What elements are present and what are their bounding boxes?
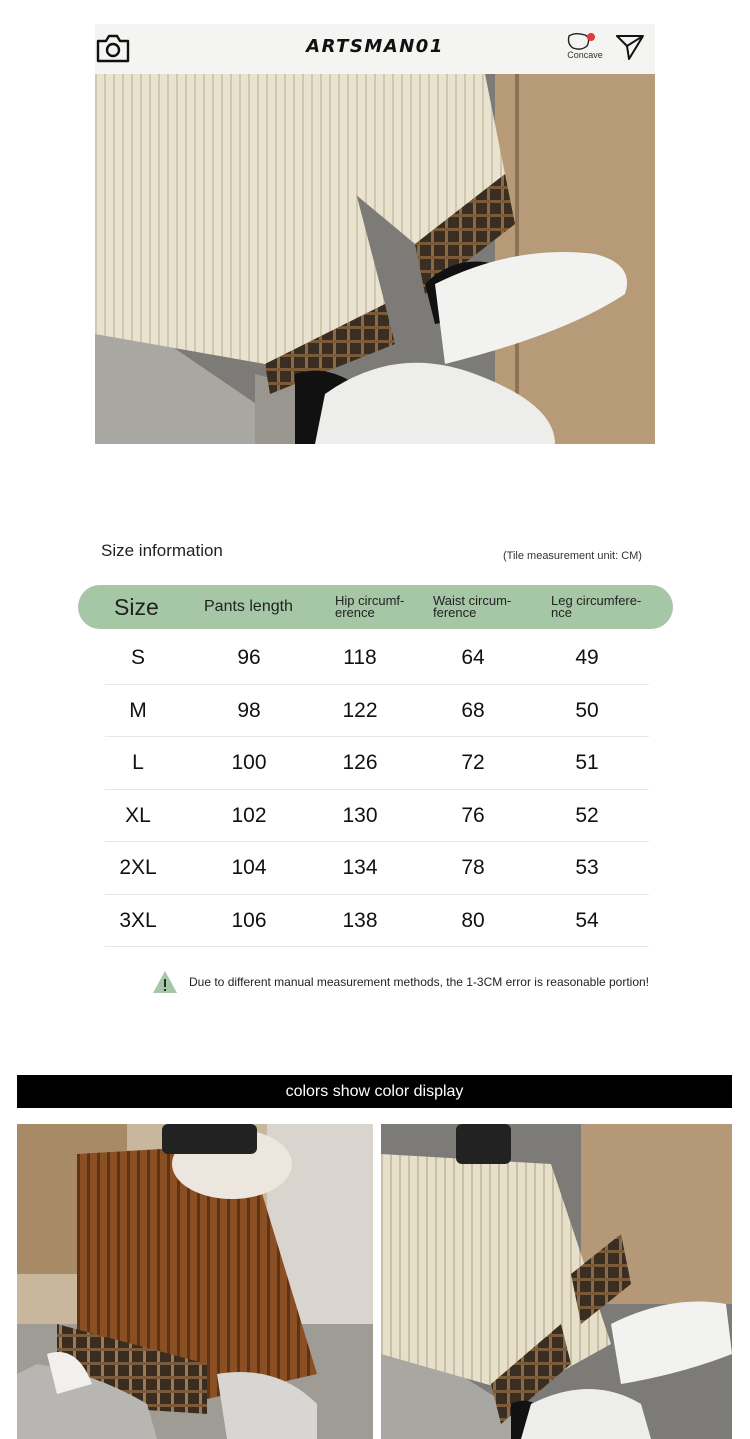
pants-photo-brown — [17, 1124, 373, 1439]
header-waist-line2: ference — [433, 605, 477, 620]
cell-hip: 118 — [343, 646, 377, 669]
cell-size: 3XL — [119, 908, 157, 932]
brand-name: ARTSMAN01 — [306, 36, 444, 57]
table-row — [105, 842, 649, 895]
color-photo-cream — [381, 1124, 732, 1439]
cell-waist: 72 — [461, 751, 485, 774]
header-pants-length: Pants length — [204, 598, 293, 615]
cell-waist: 76 — [461, 803, 485, 827]
concave-logo — [561, 30, 609, 68]
cell-pants-length: 104 — [231, 856, 267, 879]
header-leg — [551, 585, 641, 629]
header-size: Size — [114, 593, 159, 620]
pants-photo-cream — [95, 74, 655, 444]
pants-photo-cream-alt — [381, 1124, 732, 1439]
header-leg-line1: Leg circumfere- — [551, 593, 642, 608]
cell-waist: 80 — [461, 908, 485, 932]
cell-leg: 50 — [575, 698, 599, 722]
cell-waist: 68 — [461, 698, 485, 722]
cell-pants-length: 102 — [231, 803, 267, 827]
cell-leg: 49 — [575, 646, 599, 669]
warning-icon — [152, 970, 178, 994]
measurement-warning: Due to different manual measurement methods, the 1-3CM error is reasonable portion! — [189, 975, 650, 989]
cell-size: XL — [125, 803, 151, 827]
cell-leg: 54 — [575, 908, 599, 932]
cell-waist: 64 — [461, 646, 485, 669]
color-photo-brown — [17, 1124, 373, 1439]
color-display-banner: colors show color display — [17, 1075, 732, 1108]
size-info-title: Size information — [101, 541, 223, 560]
cell-leg: 53 — [575, 856, 599, 879]
cell-hip: 130 — [342, 803, 378, 827]
cell-size: L — [132, 751, 144, 774]
table-row — [105, 790, 649, 843]
size-table — [105, 632, 649, 947]
cell-size: M — [129, 698, 147, 722]
cell-leg: 51 — [575, 751, 599, 774]
cell-waist: 78 — [461, 856, 485, 879]
concave-logo-icon — [561, 30, 609, 52]
table-row — [105, 895, 649, 948]
concave-label: Concave — [567, 50, 603, 60]
hero-product-photo — [95, 24, 655, 444]
size-unit-note: (Tile measurement unit: CM) — [503, 550, 642, 562]
header-hip — [335, 585, 404, 629]
table-row — [105, 685, 649, 738]
cell-pants-length: 100 — [231, 751, 267, 774]
send-icon[interactable] — [615, 32, 645, 62]
cell-hip: 134 — [342, 856, 378, 879]
cell-size: 2XL — [119, 856, 157, 879]
header-leg-line2: nce — [551, 605, 572, 620]
cell-pants-length: 96 — [237, 646, 261, 669]
cell-size: S — [130, 646, 145, 669]
header-hip-line1: Hip circumf- — [335, 593, 405, 608]
header-waist — [433, 585, 511, 629]
cell-pants-length: 98 — [237, 698, 261, 722]
cell-leg: 52 — [575, 803, 599, 827]
size-table-header — [78, 585, 673, 629]
table-row — [105, 632, 649, 685]
cell-hip: 122 — [342, 698, 378, 722]
cell-pants-length: 106 — [231, 908, 267, 932]
cell-hip: 138 — [342, 908, 378, 932]
cell-hip: 126 — [342, 751, 378, 774]
table-row — [105, 737, 649, 790]
header-waist-line1: Waist circum- — [433, 593, 512, 608]
header-hip-line2: erence — [335, 605, 375, 620]
top-bar — [95, 24, 655, 74]
